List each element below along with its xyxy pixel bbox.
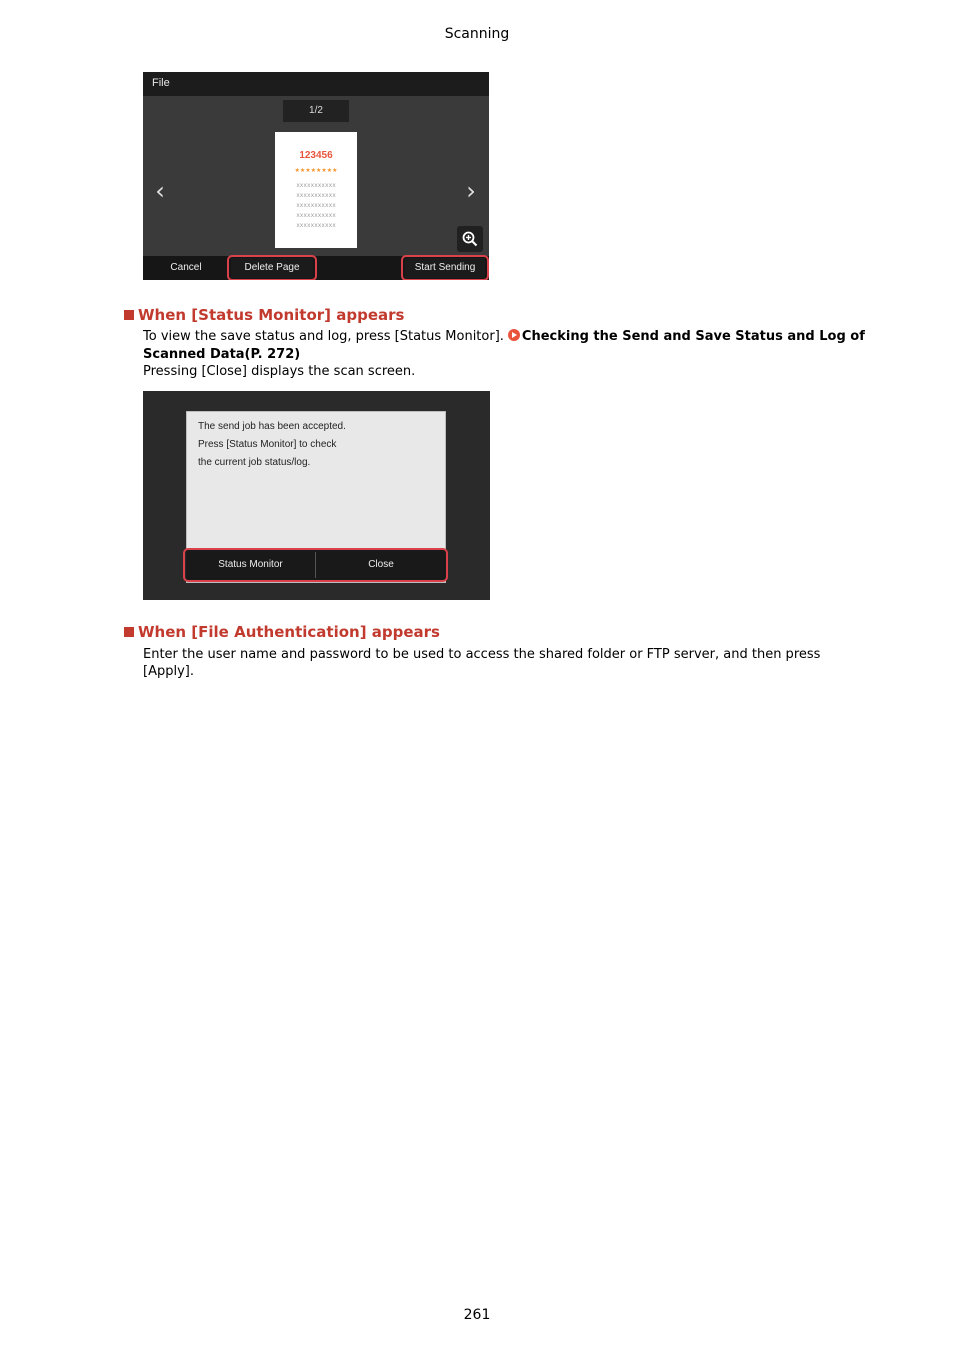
section-heading-status-monitor: When [Status Monitor] appears [124, 306, 404, 326]
start-sending-highlight [401, 255, 489, 280]
dialog-message-line: The send job has been accepted. [198, 421, 346, 432]
file-auth-text-line-1: Enter the user name and password to be used to access the shared folder or FTP server, and then press [143, 647, 821, 662]
buttons-highlight [183, 548, 448, 582]
cancel-button[interactable]: Cancel [170, 262, 202, 273]
section-heading-file-authentication: When [File Authentication] appears [124, 623, 440, 643]
status-monitor-text-line-3: Pressing [Close] displays the scan screen. [143, 364, 416, 379]
chevron-right-icon[interactable]: › [466, 177, 476, 205]
status-monitor-button[interactable]: Status Monitor [218, 559, 283, 570]
heading-marker-icon [124, 310, 134, 320]
dialog-message-line: the current job status/log. [198, 457, 311, 468]
file-preview-screenshot [143, 72, 489, 280]
thumbnail-stars: ★★★★★★★★ [294, 167, 338, 174]
reference-link[interactable]: Checking the Send and Save Status and Log of [521, 329, 865, 344]
reference-link-continued[interactable]: Scanned Data(P. 272) [143, 347, 301, 362]
delete-page-button[interactable]: Delete Page [231, 258, 313, 278]
heading-marker-icon [124, 627, 134, 637]
zoom-in-icon[interactable] [457, 226, 483, 252]
link-arrow-icon [508, 329, 520, 341]
thumbnail-text-line: xxxxxxxxxxx [296, 222, 336, 229]
screen-title: File [152, 77, 170, 89]
thumbnail-text-line: xxxxxxxxxxx [296, 182, 336, 189]
status-monitor-text-line-1: To view the save status and log, press [Status Monitor]. Checking the Send and Save Status and Log of [143, 329, 865, 344]
page-counter: 1/2 [283, 100, 349, 122]
thumbnail-text-line: xxxxxxxxxxx [296, 192, 336, 199]
start-sending-button[interactable]: Start Sending [405, 258, 485, 278]
thumbnail-text-line: xxxxxxxxxxx [296, 202, 336, 209]
job-accepted-screenshot [143, 391, 490, 600]
dialog-message-line: Press [Status Monitor] to check [198, 439, 337, 450]
title-bar [143, 72, 489, 96]
page-number: 261 [463, 1307, 491, 1323]
page-header: Scanning [444, 26, 510, 42]
delete-page-highlight [227, 255, 317, 280]
close-button[interactable]: Close [368, 559, 394, 570]
thumbnail-number: 123456 [299, 150, 333, 161]
page-thumbnail [275, 132, 357, 248]
thumbnail-text-line: xxxxxxxxxxx [296, 212, 336, 219]
file-auth-text-line-2: [Apply]. [143, 664, 194, 679]
chevron-left-icon[interactable]: ‹ [155, 177, 165, 205]
